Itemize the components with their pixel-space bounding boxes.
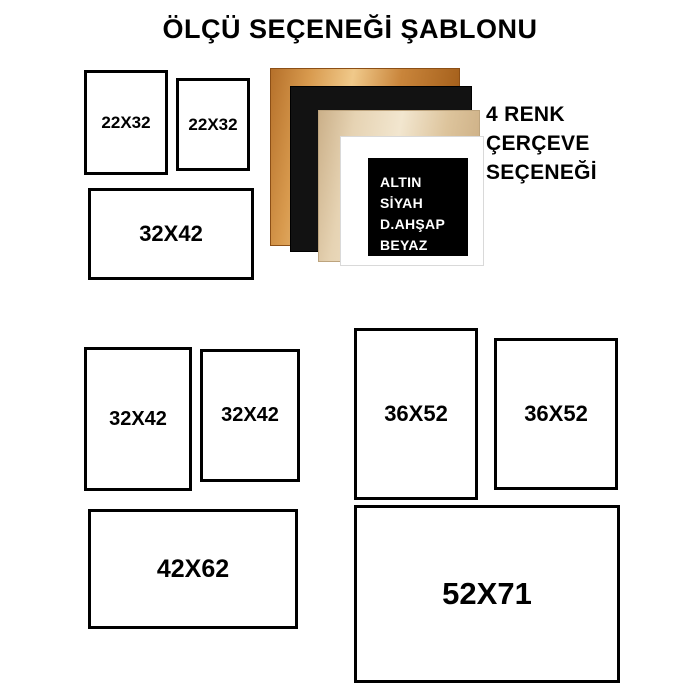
frame-42x62 (88, 509, 298, 629)
frame-label: 42X62 (156, 554, 230, 583)
frame-32x42-top (88, 188, 254, 280)
color-option-2: D.AHŞAP (380, 216, 446, 232)
frame-22x32-right (176, 78, 250, 171)
frame-label: 22X32 (101, 112, 151, 132)
frame-label: 32X42 (109, 407, 167, 430)
frame-label: 36X52 (384, 401, 448, 426)
color-options-heading (486, 100, 696, 187)
frame-52x71 (354, 505, 620, 683)
frame-36x52-left (354, 328, 478, 500)
color-heading-line-2: ÇERÇEVE (486, 132, 590, 155)
color-option-1: SİYAH (380, 195, 424, 211)
color-heading-line-3: SEÇENEĞİ (486, 161, 597, 184)
color-option-0: ALTIN (380, 174, 422, 190)
color-heading-line-1: 4 RENK (486, 103, 565, 126)
frame-36x52-right (494, 338, 618, 490)
frame-22x32-left (84, 70, 168, 175)
frame-label: 32X42 (221, 404, 279, 426)
frame-32x42-left (84, 347, 192, 491)
frame-label: 32X42 (139, 221, 203, 246)
frame-label: 22X32 (188, 114, 238, 134)
page-title: ÖLÇÜ SEÇENEĞİ ŞABLONU (162, 14, 538, 44)
color-options-list (368, 158, 468, 256)
frame-label: 36X52 (524, 401, 588, 426)
color-option-3: BEYAZ (380, 237, 428, 253)
frame-32x42-right (200, 349, 300, 482)
frame-label: 52X71 (442, 576, 532, 611)
